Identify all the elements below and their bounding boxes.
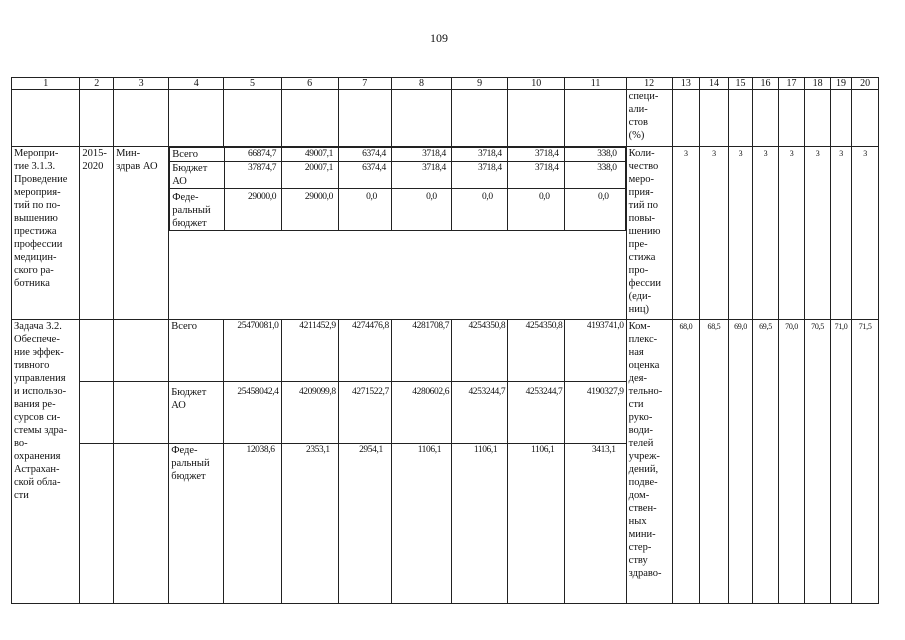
value-cell: 4190327,9 bbox=[565, 382, 626, 444]
target-value: 3 bbox=[728, 147, 753, 320]
value-cell: 2353,1 bbox=[281, 444, 338, 604]
col-header-17: 17 bbox=[778, 78, 805, 90]
target-value: 3 bbox=[753, 147, 779, 320]
measure-row bbox=[12, 147, 879, 320]
col-header-5: 5 bbox=[224, 78, 281, 90]
value-cell: 4281708,7 bbox=[391, 320, 451, 382]
value-cell: 4253244,7 bbox=[452, 382, 508, 444]
measure-financing-grid bbox=[169, 147, 625, 231]
value-cell: 338,0 bbox=[564, 162, 625, 189]
value-cell: 0,0 bbox=[391, 189, 451, 231]
value-cell: 6374,4 bbox=[338, 162, 391, 189]
col-header-12: 12 bbox=[626, 78, 672, 90]
value-cell: 29000,0 bbox=[282, 189, 339, 231]
col-header-16: 16 bbox=[753, 78, 779, 90]
value-cell: 3413,1 bbox=[565, 444, 626, 604]
value-cell: 4280602,6 bbox=[391, 382, 451, 444]
page-number: 109 bbox=[430, 31, 448, 45]
target-value: 3 bbox=[830, 147, 851, 320]
value-cell: 49007,1 bbox=[282, 148, 339, 162]
col-header-13: 13 bbox=[672, 78, 700, 90]
value-cell: 25458042,4 bbox=[224, 382, 281, 444]
col-header-2: 2 bbox=[80, 78, 114, 90]
target-value: 3 bbox=[805, 147, 831, 320]
target-value: 3 bbox=[852, 147, 879, 320]
target-value: 70,0 bbox=[778, 320, 805, 604]
col-header-8: 8 bbox=[391, 78, 451, 90]
target-value: 71,0 bbox=[830, 320, 851, 604]
value-cell: 3718,4 bbox=[391, 162, 451, 189]
col-header-3: 3 bbox=[114, 78, 169, 90]
value-cell: 3718,4 bbox=[451, 162, 507, 189]
value-cell: 0,0 bbox=[507, 189, 564, 231]
continuation-row bbox=[12, 90, 879, 147]
source-label: Феде- ральный бюджет bbox=[170, 189, 225, 231]
measure-indicator: Коли- чество меро- прия- тий по повы- шению пре- стижа про- фессии (еди- ниц) bbox=[626, 147, 672, 320]
value-cell: 0,0 bbox=[338, 189, 391, 231]
target-value: 70,5 bbox=[805, 320, 831, 604]
measure-federal-row bbox=[170, 189, 625, 231]
measure-regional-row bbox=[170, 162, 625, 189]
value-cell: 4254350,8 bbox=[508, 320, 565, 382]
col-header-18: 18 bbox=[805, 78, 831, 90]
source-label: Бюджет АО bbox=[170, 162, 225, 189]
col-header-14: 14 bbox=[700, 78, 729, 90]
source-label: Всего bbox=[170, 148, 225, 162]
value-cell: 4193741,0 bbox=[565, 320, 626, 382]
task-total-row bbox=[12, 320, 879, 382]
col-header-9: 9 bbox=[452, 78, 508, 90]
col-header-4: 4 bbox=[169, 78, 224, 90]
target-value: 68,5 bbox=[700, 320, 729, 604]
continuation-indicator: специ- али- стов (%) bbox=[626, 90, 672, 147]
measure-period: 2015- 2020 bbox=[80, 147, 114, 320]
measure-total-row bbox=[170, 148, 625, 162]
target-value: 71,5 bbox=[852, 320, 879, 604]
source-label: Бюджет АО bbox=[169, 382, 224, 444]
value-cell: 12038,6 bbox=[224, 444, 281, 604]
value-cell: 2954,1 bbox=[338, 444, 391, 604]
value-cell: 4254350,8 bbox=[452, 320, 508, 382]
col-header-10: 10 bbox=[508, 78, 565, 90]
value-cell: 1106,1 bbox=[508, 444, 565, 604]
value-cell: 0,0 bbox=[451, 189, 507, 231]
col-header-11: 11 bbox=[565, 78, 626, 90]
value-cell: 4271522,7 bbox=[338, 382, 391, 444]
value-cell: 4211452,9 bbox=[281, 320, 338, 382]
value-cell: 6374,4 bbox=[338, 148, 391, 162]
measure-executor: Мин- здрав АО bbox=[114, 147, 169, 320]
value-cell: 1106,1 bbox=[452, 444, 508, 604]
col-header-6: 6 bbox=[281, 78, 338, 90]
col-header-1: 1 bbox=[12, 78, 80, 90]
header-row bbox=[12, 78, 879, 90]
value-cell: 4209099,8 bbox=[281, 382, 338, 444]
value-cell: 338,0 bbox=[564, 148, 625, 162]
task-indicator: Ком- плекс- ная оценка дея- тельно- сти руко- води- телей учреж- дений, подве- дом- ствен- ных мини- стер- ству здраво- bbox=[626, 320, 672, 604]
target-value: 3 bbox=[700, 147, 729, 320]
value-cell: 29000,0 bbox=[225, 189, 282, 231]
target-value: 69,5 bbox=[753, 320, 779, 604]
value-cell: 4253244,7 bbox=[508, 382, 565, 444]
value-cell: 20007,1 bbox=[282, 162, 339, 189]
value-cell: 3718,4 bbox=[507, 148, 564, 162]
target-value: 3 bbox=[778, 147, 805, 320]
value-cell: 3718,4 bbox=[507, 162, 564, 189]
target-value: 68,0 bbox=[672, 320, 700, 604]
program-table bbox=[11, 77, 879, 604]
col-header-15: 15 bbox=[728, 78, 753, 90]
col-header-7: 7 bbox=[338, 78, 391, 90]
value-cell: 3718,4 bbox=[451, 148, 507, 162]
value-cell: 66874,7 bbox=[225, 148, 282, 162]
task-name: Задача 3.2. Обеспече- ние эффек- тивного управления и использо- вания ре- сурсов си- стемы здра- во- охранения Астрахан- ской обла- сти bbox=[12, 320, 80, 604]
value-cell: 3718,4 bbox=[391, 148, 451, 162]
value-cell: 4274476,8 bbox=[338, 320, 391, 382]
target-value: 3 bbox=[672, 147, 700, 320]
target-value: 69,0 bbox=[728, 320, 753, 604]
col-header-19: 19 bbox=[830, 78, 851, 90]
source-label: Всего bbox=[169, 320, 224, 382]
measure-financing bbox=[169, 147, 626, 320]
measure-name: Меропри- тие 3.1.3. Проведение мероприя- тий по по- вышению престижа профессии медицин- ского ра- ботника bbox=[12, 147, 80, 320]
col-header-20: 20 bbox=[852, 78, 879, 90]
source-label: Феде- ральный бюджет bbox=[169, 444, 224, 604]
value-cell: 1106,1 bbox=[391, 444, 451, 604]
value-cell: 37874,7 bbox=[225, 162, 282, 189]
value-cell: 0,0 bbox=[564, 189, 625, 231]
value-cell: 25470081,0 bbox=[224, 320, 281, 382]
